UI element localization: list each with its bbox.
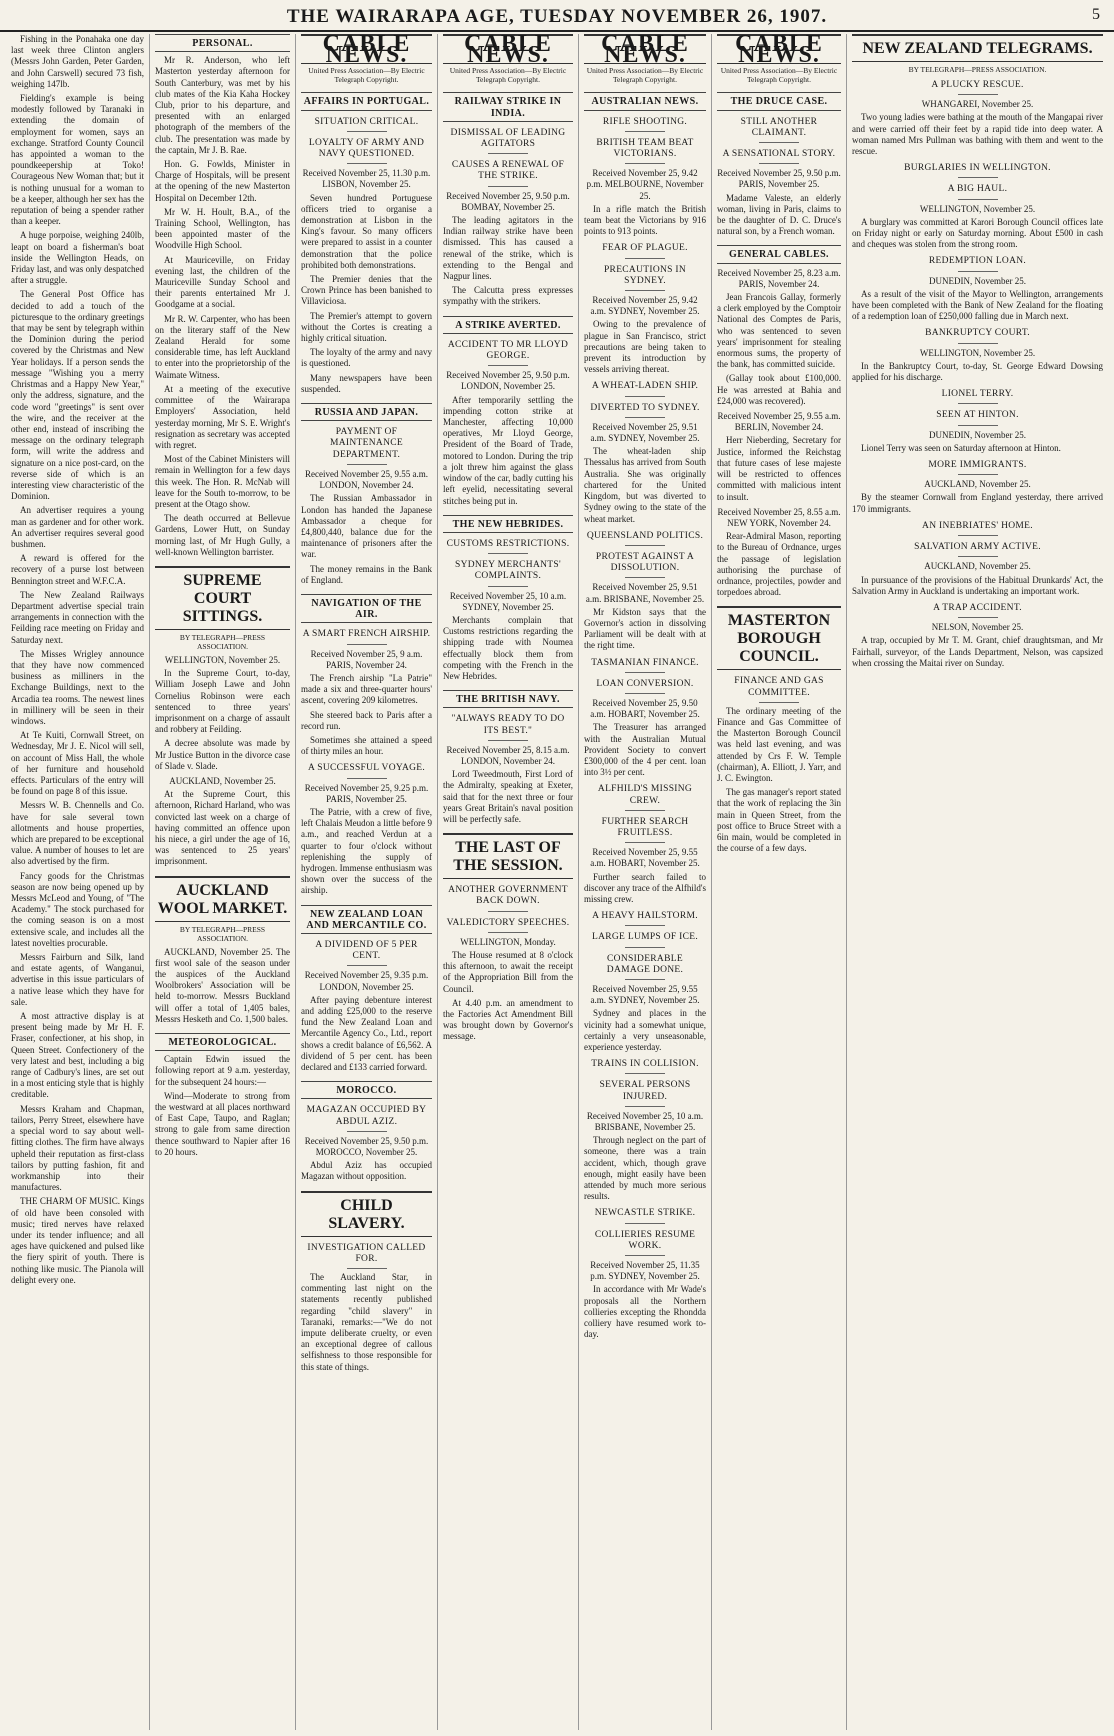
article-paragraph: An advertiser requires a young man as gardener and for other work. An advertiser requires several good bushmen. [11, 505, 144, 549]
article-paragraph: The wheat-laden ship Thessalus has arrived from South Australia. She was originally chartered for the United Kingdom, but was diverted to Sydney owing to the state of the wheat market. [584, 446, 706, 524]
article-paragraph: By the steamer Cornwall from England yesterday, there arrived 170 immigrants. [852, 492, 1103, 514]
article-paragraph: At 4.40 p.m. an amendment to the Factories Act Amendment Bill was brought down by Governor's message. [443, 997, 573, 1042]
supreme-paragraphs [155, 668, 290, 772]
auckland-paragraphs [155, 789, 290, 867]
article-paragraph: Hon. G. Fowlds, Minister in Charge of Hospitals, will be present at the opening of the new Masterton Hospital on December 12th. [155, 159, 290, 203]
subheading-ice: LARGE LUMPS OF ICE. [584, 932, 706, 947]
ny-dateline: Received November 25, 8.55 a.m. NEW YORK, November 24. [717, 506, 841, 528]
article-paragraph: Through neglect on the part of someone, there was a train accident, which, though grave enough, might easily have been attended by much more serious results. [584, 1135, 706, 1202]
subheading-airship: A SMART FRENCH AIRSHIP. [301, 629, 432, 644]
article-paragraph: The French airship "La Patrie" made a six and three-quarter hours' ascent, covering 209 kilometres. [301, 672, 432, 706]
section-heading-australian-news: AUSTRALIAN NEWS. [584, 92, 706, 110]
averted-paragraphs [443, 395, 573, 507]
subheading-trains: TRAINS IN COLLISION. [584, 1059, 706, 1074]
section-heading-child-slavery: CHILD SLAVERY. [301, 1191, 432, 1237]
article-paragraph: A reward is offered for the recovery of a purse lost between Bennington street and W.F.C.A. [11, 553, 144, 586]
berlin-dateline: Received November 25, 9.55 a.m. BERLIN, November 24. [717, 411, 841, 433]
wool-byline: BY TELEGRAPH—PRESS ASSOCIATION. [179, 924, 266, 943]
subheading-renewal: CAUSES A RENEWAL OF THE STRIKE. [443, 160, 573, 186]
navigation-paragraphs [301, 673, 432, 757]
article-paragraph: The money remains in the Bank of England. [301, 563, 432, 585]
supreme-byline: BY TELEGRAPH—PRESS ASSOCIATION. [179, 632, 266, 651]
article-paragraph: Sydney and places in the vicinity had a somewhat unique, certainly a very unseasonable, experience yesterday. [584, 1008, 706, 1053]
rifle-dateline: Received November 25, 9.42 p.m. MELBOURNE, November 25. [586, 168, 704, 201]
crew-dateline: Received November 25, 9.55 a.m. HOBART, November 25. [590, 847, 700, 869]
article-paragraph: Most of the Cabinet Ministers will remain in Wellington for a few days this week. The Hon. R. McNab will leave for the South to-morrow, to be present at the Otago show. [155, 454, 290, 509]
article-paragraph: Herr Nieberding, Secretary for Justice, informed the Reichstag that future cases of lese majeste will be restricted to offences committed with malicious intent to insult. [717, 435, 841, 502]
article-paragraph: Seven hundred Portuguese officers tried to organise a demonstration at Lisbon in the King's favour. So many officers were prepared to assist in a counter demonstration that the police prohibited both demonstrations. [301, 192, 432, 270]
article-paragraph: The gas manager's report stated that the work of replacing the 3in main in Queen Street, from the post office to Bruce Street with a 6in main, would be completed in the course of a few days. [717, 787, 841, 854]
section-heading-british-navy: THE BRITISH NAVY. [443, 690, 573, 708]
newcastle-dateline: Received November 25, 11.35 p.m. SYDNEY, November 25. [590, 1260, 700, 1282]
portugal-paragraphs [301, 193, 432, 395]
column1-paragraphs [11, 34, 144, 1286]
section-heading-supreme-court: SUPREME COURT SITTINGS. [155, 566, 290, 630]
article-paragraph: THE CHARM OF MUSIC. Kings of old have been consoled with music; tired nerves have relaxed under its tender influence; and all ages have quickened and pulsed like the fiery spirit of youth. There is nothing like music. The Pianola will delight every one. [11, 1196, 144, 1285]
subheading-lionel-terry: LIONEL TERRY. [852, 389, 1103, 404]
subheading-rifle: RIFLE SHOOTING. [584, 117, 706, 132]
cable-news-masthead: CABLE NEWS. [301, 34, 432, 64]
bankruptcy-dateline: WELLINGTON, November 25. [919, 347, 1036, 358]
subheading-burglaries: BURGLARIES IN WELLINGTON. [852, 163, 1103, 178]
subheading-injured: SEVERAL PERSONS INJURED. [584, 1080, 706, 1106]
section-heading-railway-strike: RAILWAY STRIKE IN INDIA. [443, 92, 573, 121]
article-paragraph: The House resumed at 8 o'clock this afternoon, to await the receipt of the Appropriation Bill from the Council. [443, 949, 573, 994]
article-paragraph: Lord Tweedmouth, First Lord of the Admiralty, speaking at Exeter, said that for the next three or four years Great Britain's naval position will be perfectly safe. [443, 769, 573, 824]
article-paragraph: At a meeting of the executive committee of the Wairarapa Employers' Association, held yesterday morning, Mr S. E. Wright's resignation as secretary was accepted with regret. [155, 383, 290, 450]
subheading-loyalty: LOYALTY OF ARMY AND NAVY QUESTIONED. [301, 138, 432, 164]
voyage-dateline: Received November 25, 9.25 p.m. PARIS, November 25. [304, 782, 429, 804]
cable-news-masthead: CABLE NEWS. [443, 34, 573, 64]
section-heading-meteorological: METEOROLOGICAL. [155, 1033, 290, 1051]
article-paragraph: The Misses Wrigley announce that they have now commenced business as milliners in the Exchange Buildings, next to the Arcadia tea rooms. The newest lines in millinery will be seen in their windows. [11, 648, 144, 726]
morocco-paragraphs [301, 1160, 432, 1182]
subheading-customs: CUSTOMS RESTRICTIONS. [443, 539, 573, 554]
subheading-lloyd-george: ACCIDENT TO MR LLOYD GEORGE. [443, 340, 573, 366]
subheading-damage: CONSIDERABLE DAMAGE DONE. [584, 954, 706, 980]
article-paragraph: Messrs Fairburn and Silk, land and estate agents, of Wanganui, advertise in this issue particulars of a native lease which they have for sale. [11, 952, 144, 1007]
averted-dateline: Received November 25, 9.50 p.m. LONDON, November 25. [446, 370, 570, 392]
column-cable-news-3 [578, 34, 711, 1730]
article-paragraph: The loyalty of the army and navy is questioned. [301, 347, 432, 369]
subheading-precautions: PRECAUTIONS IN SYDNEY. [584, 265, 706, 291]
subheading-claimant: STILL ANOTHER CLAIMANT. [717, 117, 841, 143]
section-heading-nz-loan: NEW ZEALAND LOAN AND MERCANTILE CO. [301, 905, 432, 934]
slavery-paragraphs [301, 1272, 432, 1373]
subheading-always-ready: "ALWAYS READY TO DO ITS BEST." [443, 714, 573, 740]
subheading-redemption: REDEMPTION LOAN. [852, 256, 1103, 271]
subheading-diverted: DIVERTED TO SYDNEY. [584, 403, 706, 418]
general-paragraphs [717, 292, 841, 407]
subheading-dividend: A DIVIDEND OF 5 PER CENT. [301, 940, 432, 966]
supreme-dateline: WELLINGTON, November 25. [164, 654, 281, 665]
subheading-plague: FEAR OF PLAGUE. [584, 243, 706, 258]
section-heading-new-hebrides: THE NEW HEBRIDES. [443, 515, 573, 533]
subheading-merchants: SYDNEY MERCHANTS' COMPLAINTS. [443, 560, 573, 586]
article-paragraph: The Premier's attempt to govern without the Cortes is creating a highly critical situation. [301, 310, 432, 344]
subheading-tasmanian: TASMANIAN FINANCE. [584, 658, 706, 673]
terry-dateline: DUNEDIN, November 25. [929, 429, 1026, 440]
subheading-british-team: BRITISH TEAM BEAT VICTORIANS. [584, 138, 706, 164]
subheading-big-haul: A BIG HAUL. [852, 184, 1103, 199]
section-heading-masterton-council: MASTERTON BOROUGH COUNCIL. [717, 606, 841, 670]
newspaper-page [6, 34, 1108, 1730]
subheading-salvation-army: SALVATION ARMY ACTIVE. [852, 542, 1103, 557]
article-paragraph: Owing to the prevalence of plague in San Francisco, strict precautions are being taken to prevent its introduction by vessels arriving thereat. [584, 319, 706, 375]
section-heading-strike-averted: A STRIKE AVERTED. [443, 316, 573, 334]
article-paragraph: As a result of the visit of the Mayor to Wellington, arrangements have been completed with the Bank of New Zealand for the floating of a redemption loan of £250,000 falling due in March next. [852, 288, 1103, 322]
subheading-newcastle: NEWCASTLE STRIKE. [584, 1208, 706, 1223]
article-paragraph: Fancy goods for the Christmas season are now being opened up by Messrs McLeod and Young, of "The Academy." The stock purchased for the coming season is on a most extensive scale, and includes all the latest novelties procurable. [11, 870, 144, 948]
article-paragraph: Wind—Moderate to strong from the westward at all places northward of East Cape, Taupo, and Raglan; strong to gale from same direction thence southward to Napier after 16 to 20 hours. [155, 1090, 290, 1157]
masthead-title: THE WAIRARAPA AGE, TUESDAY NOVEMBER 26, 1907. [286, 6, 828, 27]
session-dateline: WELLINGTON, Monday. [460, 936, 556, 947]
russia-paragraphs [301, 493, 432, 586]
article-paragraph: (Gallay took about £100,000. He was arrested at Bahia and £24,000 was recovered). [717, 373, 841, 406]
article-paragraph: At Mauriceville, on Friday evening last, the children of the Mauriceville Sunday School and their parents entertained Mr J. Goodgame at a social. [155, 254, 290, 310]
subheading-finance: FINANCE AND GAS COMMITTEE. [717, 676, 841, 702]
section-heading-general-cables: GENERAL CABLES. [717, 245, 841, 263]
rail-dateline: Received November 25, 9.50 p.m. BOMBAY, November 25. [446, 190, 570, 212]
tas-paragraphs [584, 722, 706, 778]
burglary-dateline: WELLINGTON, November 25. [919, 203, 1036, 214]
article-paragraph: A trap, occupied by Mr T. M. Grant, chief draughtsman, and Mr Fairhall, surveyor, of the Lands Department, Nelson, was capsized when crossing the Maitai river on Sunday. [852, 635, 1103, 668]
wool-paragraphs [155, 947, 290, 1025]
trains-paragraphs [584, 1135, 706, 1202]
subheading-loan-conversion: LOAN CONVERSION. [584, 679, 706, 694]
article-paragraph: The ordinary meeting of the Finance and Gas Committee of the Masterton Borough Council was held last evening, and was attended by Crs F. W. Temple (chairman), A. Elliott, J. Yarr, and J. C. Ewington. [717, 705, 841, 783]
subheading-hailstorm: A HEAVY HAILSTORM. [584, 911, 706, 926]
article-paragraph: She steered back to Paris after a record run. [301, 709, 432, 731]
article-paragraph: Madame Valeste, an elderly woman, living in Paris, claims to be the daughter of D. C. Druce's natural son, by a French woman. [717, 192, 841, 237]
hail-dateline: Received November 25, 9.55 a.m. SYDNEY, November 25. [590, 984, 700, 1006]
article-paragraph: Two young ladies were bathing at the mouth of the Mangapai river and were carried off their feet by a rapid tide into deep water. A woman named Mrs Pullman was bathing with them and went to the rescue. [852, 112, 1103, 157]
auckland-dateline: AUCKLAND, November 25. [169, 775, 276, 786]
cable-news-credit: United Press Association—By Electric Telegraph Copyright. [308, 66, 425, 85]
subheading-search: FURTHER SEARCH FRUITLESS. [584, 817, 706, 843]
section-heading-navigation: NAVIGATION OF THE AIR. [301, 594, 432, 623]
wheat-dateline: Received November 25, 9.51 a.m. SYDNEY, November 25. [590, 421, 700, 444]
article-paragraph: The Patrie, with a crew of five, left Chalais Meudon a little before 9 a.m., and reached Verdun at a quarter to four o'clock without replenishing the supply of hydrogen. Immense enthusiasm was shown over the success of the airship. [301, 806, 432, 896]
article-paragraph: Rear-Admiral Mason, reporting to the Bureau of Ordnance, urges the passage of legislation authorising the purchase of ordnance, projectiles, powder and torpedoes abroad. [717, 531, 841, 598]
article-paragraph: The Treasurer has arranged with the Australian Mutual Provident Society to convert £300,000 of the 4 per cent. loan into 3½ per cent. [584, 722, 706, 778]
column-cable-news-4 [711, 34, 846, 1730]
article-paragraph: The Auckland Star, in commenting last night on the statements recently published regarding "child slavery" in Taranaki, remarks:—"We do not impute deliberate cruelty, or even an exceptional degree of callous selfishness to those responsible for this state of things. [301, 1272, 432, 1372]
article-paragraph: Merchants complain that Customs restrictions regarding the shipping trade with Noumea effectually block them from competing with the French in the New Hebrides. [443, 614, 573, 681]
masterton-paragraphs [717, 706, 841, 855]
article-paragraph: Fishing in the Ponahaka one day last week three Clinton anglers (Messrs John Garden, Peter Garden, and John Carswell) secured 73 fish, weighing 147lb. [11, 34, 144, 89]
newspaper-masthead [0, 0, 1114, 32]
section-heading-russia-japan: RUSSIA AND JAPAN. [301, 403, 432, 421]
article-paragraph: The Russian Ambassador in London has handed the Japanese Ambassador a cheque for £4,800,440, balance due for the maintenance of prisoners after the war. [301, 493, 432, 560]
article-paragraph: After paying debenture interest and adding £25,000 to the reserve fund the New Zealand Loan and Mercantile Agency Co., Ltd., report shows a credit balance of £6,562. A dividend of 5 per cent. has been declared and £133 carried forward. [301, 994, 432, 1073]
bankruptcy-paragraphs [852, 361, 1103, 383]
column-cable-news-2 [437, 34, 578, 1730]
article-paragraph: Lionel Terry was seen on Saturday afternoon at Hinton. [861, 442, 1061, 453]
article-paragraph: In accordance with Mr Wade's proposals all the Northern collieries excepting the Rhondda colliery have resumed work to-day. [584, 1284, 706, 1340]
article-paragraph: At Te Kuiti, Cornwall Street, on Wednesday, Mr J. E. Nicol will sell, on account of Miss Hall, the whole of her furniture and household effects. Particulars of the entry will be found on page 8 of this issue. [11, 730, 144, 797]
druce-dateline: Received November 25, 9.50 p.m. PARIS, November 25. [717, 168, 841, 190]
trap-paragraphs [852, 635, 1103, 669]
section-heading-wool-market: AUCKLAND WOOL MARKET. [155, 876, 290, 922]
subheading-sensational: A SENSATIONAL STORY. [717, 149, 841, 164]
hebrides-paragraphs [443, 615, 573, 682]
redemption-dateline: DUNEDIN, November 25. [929, 275, 1026, 286]
article-paragraph: Mr Kidston says that the Governor's action in dissolving Parliament will be dealt with at the right time. [584, 606, 706, 651]
article-paragraph: A burglary was committed at Karori Borough Council offices late on Friday night or early on Saturday morning. About £500 in cash and cheques was stolen from the strong room. [852, 216, 1103, 250]
cable-news-credit: United Press Association—By Electric Telegraph Copyright. [586, 66, 704, 85]
article-paragraph: Messrs W. B. Chennells and Co. have for sale several town allotments and house properties, which are prepared to be exceptional value. A number of houses to let are also advertised by the firm. [11, 800, 144, 867]
subheading-missing-crew: ALFHILD'S MISSING CREW. [584, 784, 706, 810]
qld-paragraphs [584, 607, 706, 652]
article-paragraph: In pursuance of the provisions of the Habitual Drunkards' Act, the Salvation Army in Auckland is undertaking an important work. [852, 574, 1103, 596]
article-paragraph: Sometimes she attained a speed of thirty miles an hour. [301, 734, 432, 757]
article-paragraph: The General Post Office has decided to add a touch of the picturesque to the ordinary greetings that may be sent by telegraph within the Dominion during the period covered by the Christmas and New Year holidays. If a person sends the message "Wishing you a merry Christmas and a Happy New Year," only the address, signature, and the code word "greetings" is sent over the wire, and the receiver at the other end, instead of inscribing the message on the ordinary telegraph form, will write the address and signature on a nice post-card, on the reverse side of which is an interesting view characteristic of the Dominion. [11, 289, 144, 502]
section-heading-portugal: AFFAIRS IN PORTUGAL. [301, 92, 432, 110]
subheading-inebriates: AN INEBRIATES' HOME. [852, 521, 1103, 536]
article-paragraph: The Premier denies that the Crown Prince has been banished to Villaviciosa. [301, 274, 432, 307]
subheading-collieries: COLLIERIES RESUME WORK. [584, 1230, 706, 1256]
article-paragraph: Messrs Kraham and Chapman, tailors, Perry Street, elsewhere have a special word to say about well-fitting clothes. The firm have always upheld their reputation as first-class tailors by putting fashion, fit and workmanship into their manufactures. [11, 1103, 144, 1193]
hail-paragraphs [584, 1008, 706, 1053]
cable-news-credit: United Press Association—By Electric Telegraph Copyright. [720, 66, 838, 85]
rifle-paragraphs [584, 204, 706, 238]
article-paragraph: Many newspapers have been suspended. [301, 372, 432, 394]
nzloan-dateline: Received November 25, 9.35 p.m. LONDON, November 25. [304, 970, 429, 992]
subheading-immigrants: MORE IMMIGRANTS. [852, 460, 1103, 475]
general-dateline: Received November 25, 8.23 a.m. PARIS, November 24. [717, 267, 841, 289]
column-cable-news-1 [295, 34, 437, 1730]
article-paragraph: Mr W. H. Hoult, B.A., of the Training School, Wellington, has been appointed master of the Woodville High School. [155, 206, 290, 251]
article-paragraph: A most attractive display is at present being made by Mr H. F. Fraser, confectioner, at his shop, in Queen Street. Confectionery of the very latest and best, including a big range of Cadbury's lines, are set out in a most enticing style that is highly creditable. [11, 1011, 144, 1100]
column-personal [149, 34, 295, 1730]
tas-dateline: Received November 25, 9.50 a.m. HOBART, November 25. [590, 697, 700, 720]
subheading-maintenance: PAYMENT OF MAINTENANCE DEPARTMENT. [301, 427, 432, 465]
berlin-paragraphs [717, 435, 841, 502]
ny-paragraphs [717, 531, 841, 598]
inebriates-paragraphs [852, 575, 1103, 597]
article-paragraph: The Calcutta press expresses sympathy with the strikers. [443, 285, 573, 307]
subheading-valedictory: VALEDICTORY SPEECHES. [443, 918, 573, 933]
subheading-voyage: A SUCCESSFUL VOYAGE. [301, 763, 432, 778]
article-paragraph: The leading agitators in the Indian railway strike have been dismissed. This has caused a renewal of the strike, which is extending to the Bengal and Nagpur lines. [443, 215, 573, 282]
article-paragraph: In the Supreme Court, to-day, William Joseph Lawe and John Cornelius Robinson were each sentenced to three years' imprisonment on a charge of assault and robbery at Feilding. [155, 668, 290, 735]
nz-telegrams-byline: BY TELEGRAPH—PRESS ASSOCIATION. [908, 65, 1047, 74]
column-local-notes [6, 34, 149, 1730]
article-paragraph: Captain Edwin issued the following report at 9 a.m. yesterday, for the subsequent 24 hours:— [155, 1054, 290, 1087]
subheading-investigation: INVESTIGATION CALLED FOR. [301, 1243, 432, 1269]
article-paragraph: AUCKLAND, November 25. The first wool sale of the season under the auspices of the Auckland Woolbrokers' Association will be held to-morrow. Messrs Buckland will offer a total of 1,405 bales, Messrs Hesketh and Co. 1,500 bales. [155, 946, 290, 1024]
article-paragraph: Fielding's example is being modestly followed by Taranaki in extending the domain of employment for women, says an exchange. Stratford County Council has appointed a woman to the poundkeepership at Toko! Courageous New Woman that; but it is nothing unusual for a woman to be a keeper, although her sex has the reputation of being a spender rather than a keeper. [11, 93, 144, 227]
article-paragraph: The death occurred at Bellevue Gardens, Lower Hutt, on Sunday morning last, of Mr Hugh Gully, a well-known Wellington barrister. [155, 513, 290, 557]
section-heading-last-session: THE LAST OF THE SESSION. [443, 833, 573, 879]
portugal-dateline: Received November 25, 11.30 p.m. LISBON, November 25. [302, 168, 431, 190]
trap-dateline: NELSON, November 25. [931, 622, 1024, 633]
navy-dateline: Received November 25, 8.15 a.m. LONDON, November 24. [446, 744, 570, 766]
newcastle-paragraphs [584, 1284, 706, 1340]
rescue-paragraphs [852, 112, 1103, 157]
subheading-hinton: SEEN AT HINTON. [852, 410, 1103, 425]
session-paragraphs [443, 950, 573, 1043]
trains-dateline: Received November 25, 10 a.m. BRISBANE, November 25. [586, 1110, 704, 1133]
redemption-paragraphs [852, 289, 1103, 323]
subheading-dismissal: DISMISSAL OF LEADING AGITATORS [443, 128, 573, 154]
subheading-trap-accident: A TRAP ACCIDENT. [852, 603, 1103, 618]
crew-paragraphs [584, 872, 706, 906]
subheading-wheat-ship: A WHEAT-LADEN SHIP. [584, 381, 706, 396]
article-paragraph: A decree absolute was made by Mr Justice Button in the divorce case of Slade v. Slade. [155, 738, 290, 771]
navigation-dateline: Received November 25, 9 a.m. PARIS, November 24. [310, 648, 423, 670]
cable-news-masthead: CABLE NEWS. [717, 34, 841, 64]
subheading-back-down: ANOTHER GOVERNMENT BACK DOWN. [443, 885, 573, 911]
qld-dateline: Received November 25, 9.51 a.m. BRISBANE, November 25. [585, 582, 705, 604]
plague-dateline: Received November 25, 9.42 a.m. SYDNEY, November 25. [590, 295, 700, 317]
rescue-dateline: WHANGAREI, November 25. [921, 99, 1034, 110]
cable-news-credit: United Press Association—By Electric Telegraph Copyright. [449, 66, 567, 85]
page-number: 5 [1092, 6, 1100, 23]
article-paragraph: A huge porpoise, weighing 240lb, leapt on board a fisherman's boat inside the Wellington Heads, on Friday last, and was only despatched after a struggle. [11, 230, 144, 286]
plague-paragraphs [584, 319, 706, 375]
personal-paragraphs [155, 55, 290, 558]
article-paragraph: Mr R. Anderson, who left Masterton yesterday afternoon for South Canterbury, was met by his club mates of the Kia Kaha Hockey Club, prior to his departure, and presented with an enlarged photograph of the members of the club. The presentation was made by the captain, Mr J. B. Rae. [155, 55, 290, 155]
section-heading-personal: PERSONAL. [155, 34, 290, 52]
voyage-paragraphs [301, 807, 432, 897]
article-paragraph: Further search failed to discover any trace of the Alfhild's missing crew. [584, 871, 706, 904]
met-paragraphs [155, 1054, 290, 1158]
subheading-situation-critical: SITUATION CRITICAL. [301, 117, 432, 132]
hebrides-dateline: Received November 25, 10 a.m. SYDNEY, November 25. [449, 590, 567, 612]
subheading-dissolution: PROTEST AGAINST A DISSOLUTION. [584, 552, 706, 578]
morocco-dateline: Received November 25, 9.50 p.m. MOROCCO, November 25. [304, 1135, 429, 1158]
cable-news-masthead: CABLE NEWS. [584, 34, 706, 64]
druce-paragraphs [717, 193, 841, 238]
immigrants-paragraphs [852, 492, 1103, 514]
article-paragraph: After temporarily settling the impending cotton strike at Manchester, affecting 10,000 operatives, Mr Lloyd George, President of the Board of Trade, motored to London. During the trip a jolt threw him against the glass window of the car, badly cutting his left eyelid, necessitating several stitches being put in. [443, 394, 573, 506]
article-paragraph: Mr R. W. Carpenter, who has been on the literary staff of the New Zealand Herald for some considerable time, has left Auckland to enter into the proprietorship of the Waimate Witness. [155, 313, 290, 380]
navy-paragraphs [443, 769, 573, 825]
article-paragraph: Jean Francois Gallay, formerly a clerk employed by the Comptoir National des Comptes de Paris, who was sentenced to seven years' imprisonment for stealing enormous sums, the property of the bank, has committed suicide. [717, 292, 841, 370]
burglary-paragraphs [852, 217, 1103, 251]
subheading-bankruptcy: BANKRUPTCY COURT. [852, 328, 1103, 343]
inebriates-dateline: AUCKLAND, November 25. [924, 561, 1031, 572]
column-nz-telegrams [846, 34, 1108, 1730]
section-heading-morocco: MOROCCO. [301, 1081, 432, 1099]
russia-dateline: Received November 25, 9.55 a.m. LONDON, November 24. [305, 468, 428, 491]
terry-paragraphs [852, 443, 1103, 454]
article-paragraph: Abdul Aziz has occupied Magazan without opposition. [301, 1160, 432, 1182]
wheat-paragraphs [584, 446, 706, 524]
subheading-rescue: A PLUCKY RESCUE. [852, 80, 1103, 95]
article-paragraph: At the Supreme Court, this afternoon, Richard Harland, who was convicted last week on a charge of having committed an offence upon his niece, a girl under the age of 16, was sentenced to 25 years' imprisonment. [155, 789, 290, 867]
section-heading-nz-telegrams: NEW ZEALAND TELEGRAMS. [852, 34, 1103, 62]
article-paragraph: In a rifle match the British team beat the Victorians by 916 points to 913 points. [584, 203, 706, 237]
article-paragraph: The New Zealand Railways Department advertise special train arrangements in connection with the Feilding race meeting on Friday and Saturday next. [11, 589, 144, 645]
article-paragraph: In the Bankruptcy Court, to-day, St. George Edward Dowsing applied for his discharge. [852, 360, 1103, 383]
subheading-queensland: QUEENSLAND POLITICS. [584, 531, 706, 546]
nzloan-paragraphs [301, 995, 432, 1073]
rail-paragraphs [443, 215, 573, 308]
section-heading-druce-case: THE DRUCE CASE. [717, 92, 841, 110]
immigrants-dateline: AUCKLAND, November 25. [924, 479, 1031, 490]
subheading-magazan: MAGAZAN OCCUPIED BY ABDUL AZIZ. [301, 1105, 432, 1131]
